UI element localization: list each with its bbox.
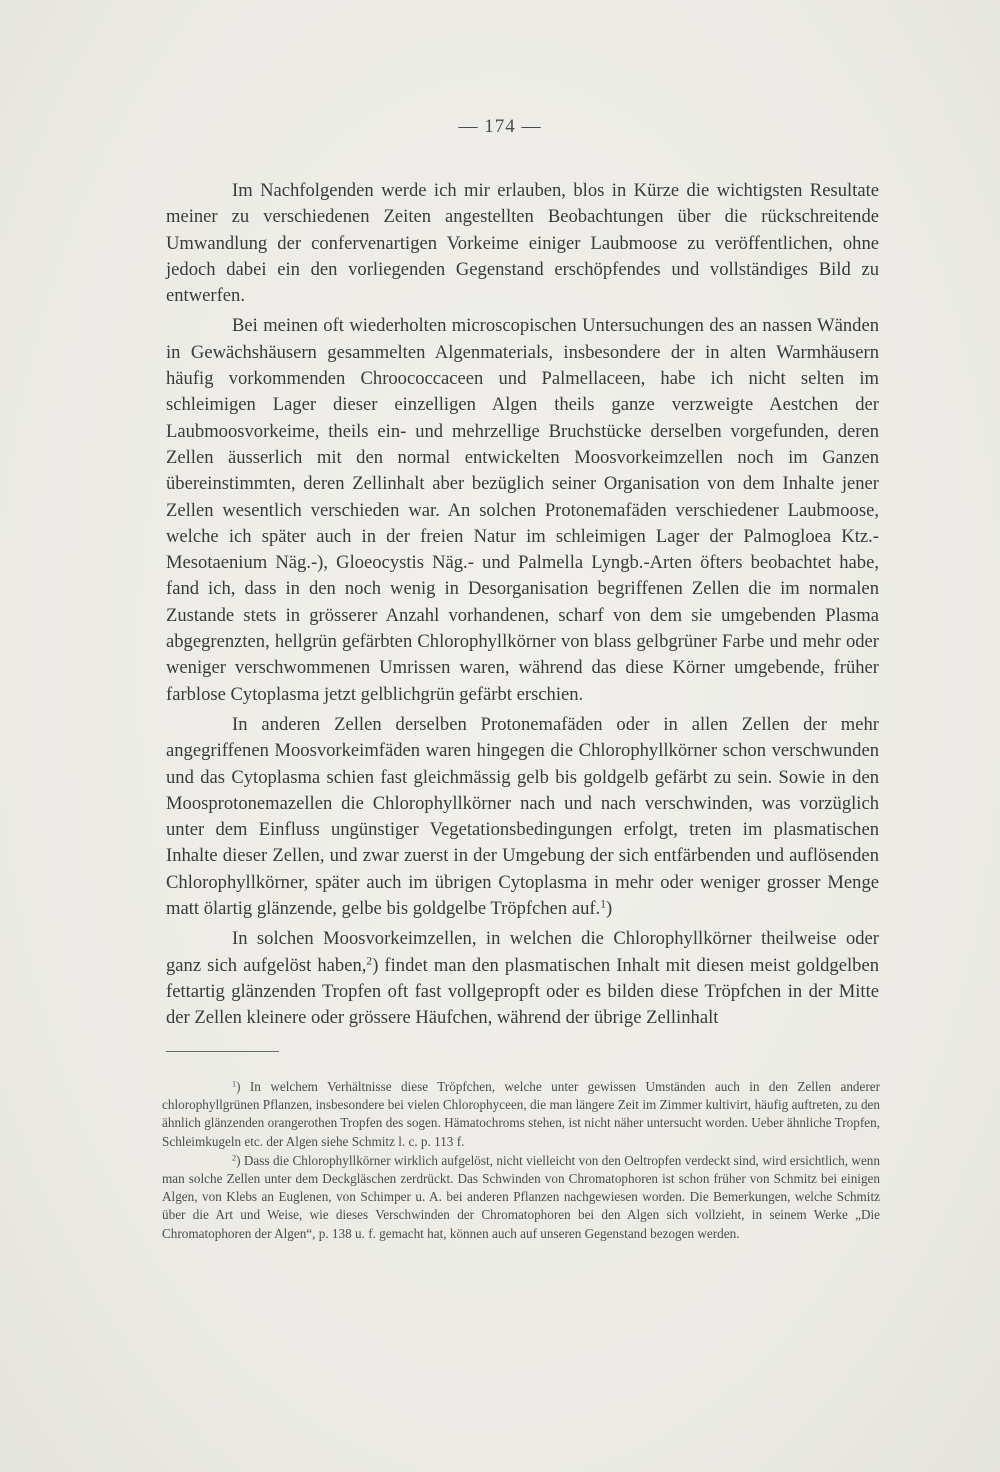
footnote-divider [166,1051,279,1052]
paragraph-4 [166,926,879,1031]
paragraph-3-text: In anderen Zellen derselben Protonemafäden oder in allen Zellen der mehr angegriffenen Moosvorkeimfäden waren hingegen die Chlorophyllkörner schon verschwunden und das Cytoplasma schien fast gleichmässig gelb bis goldgelb gefärbt zu sein. Sowie in den Moosprotonemazellen die Chlorophyllkörner nach und nach verschwinden, was vorzüglich unter dem Einfluss ungünstiger Vegetationsbedingungen erfolgt, treten im plasmatischen Inhalte dieser Zellen, und zwar zuerst in der Umgebung der sich entfärbenden und auflösenden Chlorophyllkörner, später auch im übrigen Cytoplasma in mehr oder weniger grosser Menge matt ölartig glänzende, gelbe bis goldgelbe Tröpfchen auf. [166,713,879,920]
footnote-1-close: ) [236,1079,241,1094]
footnote-1-marker: 1 [232,1079,237,1089]
paragraph-3-tail: ) [606,898,613,920]
footnote-2 [162,1152,880,1243]
footnote-2-close: ) [236,1152,241,1168]
footnotes [162,1078,880,1243]
paragraph-1: Im Nachfolgenden werde ich mir erlauben, blos in Kürze die wichtigsten Resultate meiner zu verschiedenen Zeiten angestellten Beobachtungen über die rückschreitende Umwandlung der confervenartigen Vorkeime einiger Laubmoose zu veröffentlichen, ohne jedoch dabei ein den vorliegenden Gegenstand erschöpfendes und vollständiges Bild zu entwerfen. [166,180,879,307]
page-number: — 174 — [458,116,542,137]
main-text [166,178,879,1032]
paragraph-4-text: In solchen Moosvorkeimzellen, in welchen die Chlorophyllkörner theilweise oder ganz sich aufgelöst haben, [166,928,879,976]
paragraph-4-tail: ) findet man den plasmatischen Inhalt mit diesen meist goldgelben fettartig glänzenden Tropfen oft fast vollgepropft oder es bilden diese Tröpfchen in der Mitte der Zellen kleinere oder grössere Häufchen, während der übrige Zellinhalt [166,954,879,1029]
footnote-1-text: In welchem Verhältnisse diese Tröpfchen, welche unter gewissen Umständen auch in den Zellen anderer chlorophyllgrünen Pflanzen, insbesondere bei vielen Chlorophyceen, die man längere Zeit im Zimmer kultivirt, häufig auftreten, zu den ähnlich glänzenden orangerothen Tropfen des sogen. Hämatochroms stehen, ist nicht näher untersucht worden. Ueber ähnliche Tropfen, Schleimkugeln etc. der Algen siehe Schmitz l. c. p. 113 f. [162,1079,880,1149]
footnote-2-text: Dass die Chlorophyllkörner wirklich aufgelöst, nicht vielleicht von den Oeltropfen verdeckt sind, wird ersichtlich, wenn man solche Zellen unter dem Deckgläschen zerdrückt. Das Schwinden von Chromatophoren ist schon früher von Schmitz bei einigen Algen, von Klebs an Euglenen, von Schimper u. A. bei anderen Pflanzen nachgewiesen worden. Die Bemerkungen, welche Schmitz über die Art und Weise, wie dieses Verschwinden der Chromatophoren bei den Algen sich vollzieht, in seinem Werke „Die Chromatophoren der Algen“, p. 138 u. f. gemacht hat, können auch auf unseren Gegenstand bezogen werden. [162,1152,880,1241]
footnote-1 [162,1078,880,1151]
paragraph-3 [166,712,879,922]
footnote-ref-1: 1 [600,898,607,911]
paragraph-2: Bei meinen oft wiederholten microscopischen Untersuchungen des an nassen Wänden in Gewächshäusern gesammelten Algenmaterials, insbesondere der in alten Warmhäusern häufig vorkommenden Chroococcaceen und Palmellaceen, habe ich nicht selten im schleimigen Lager dieser einzelligen Algen theils ganze verzweigte Aestchen der Laubmoosvorkeime, theils ein- und mehrzellige Bruchstücke derselben vorgefunden, deren Zellen äusserlich mit den normal entwickelten Moosvorkeimzellen noch im Ganzen übereinstimmten, deren Zellinhalt aber bezüglich seiner Organisation von dem Inhalte jener Zellen wesentlich verschieden war. An solchen Protonemafäden verschiedener Laubmoose, welche ich später auch in der freien Natur im schleimigen Lager der Palmogloea Ktz.-Mesotaenium Näg.-), Gloeocystis Näg.- und Palmella Lyngb.-Arten öfters beobachtet habe, fand ich, dass in den noch wenig in Desorganisation begriffenen Zellen die im normalen Zustande stets in grösserer Anzahl vorhandenen, scharf von dem sie umgebenden Plasma abgegrenzten, hellgrün gefärbten Chlorophyllkörner von blass gelbgrüner Farbe und mehr oder weniger verschwommenen Umrissen waren, während das diese Körner umgebende, früher farblose Cytoplasma jetzt gelblichgrün gefärbt erschien. [166,315,879,705]
footnote-2-marker: 2 [232,1153,237,1163]
footnote-ref-2: 2 [366,955,373,968]
